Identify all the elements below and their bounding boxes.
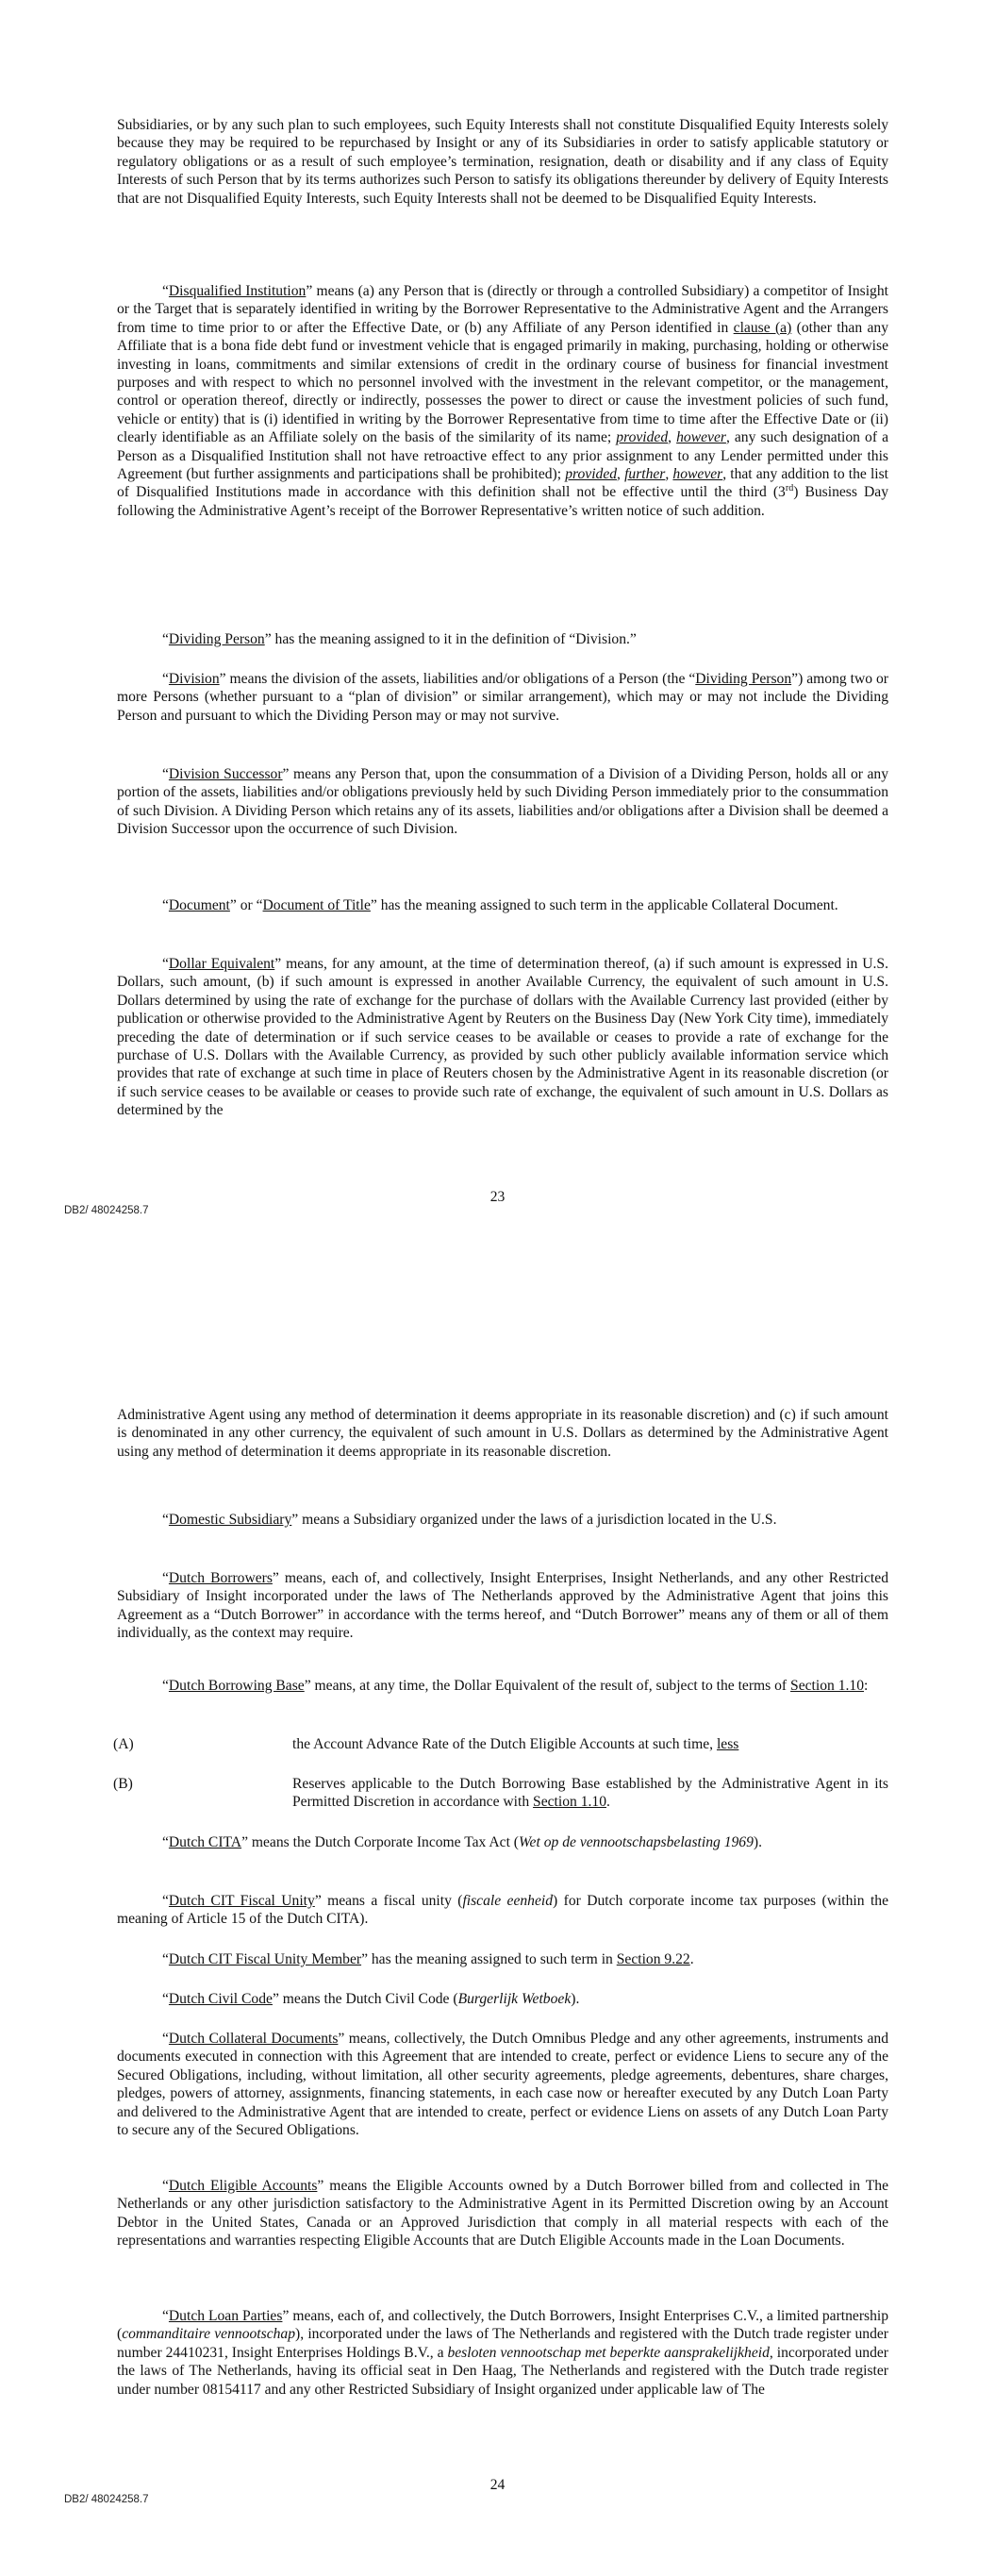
definition-dividing-person: “Dividing Person” has the meaning assigned to it in the definition of “Division.” bbox=[162, 631, 637, 647]
definition-dutch-cit-fiscal-unity-member: “Dutch CIT Fiscal Unity Member” has the meaning assigned to such term in Section 9.22. bbox=[162, 1951, 694, 1967]
definition-document: “Document” or “Document of Title” has the meaning assigned to such term in the applicable Collateral Document. bbox=[162, 897, 838, 913]
definition-dutch-eligible-accounts: “Dutch Eligible Accounts” means the Eligible Accounts owned by a Dutch Borrower billed from and collected in The Netherlands or any other jurisdiction satisfactory to the Administrative Agent in its Permitted Discretion owing by an Account Debtor in the United States, Canada or an Approved Jurisdiction that comply in all material respects with each of the representations and warranties respecting Eligible Accounts that are Dutch Eligible Accounts made in the Loan Documents. bbox=[117, 2178, 888, 2250]
page-number: 23 bbox=[489, 1189, 506, 1205]
definition-dutch-cit-fiscal-unity: “Dutch CIT Fiscal Unity” means a fiscal unity (fiscale eenheid) for Dutch corporate income tax purposes (within the meaning of Article 15 of the Dutch CITA). bbox=[117, 1893, 888, 1928]
definition-dutch-borrowers: “Dutch Borrowers” means, each of, and collectively, Insight Enterprises, Insight Netherlands, and any other Restricted Subsidiary of Insight incorporated under the laws of The Netherlands approved by the Administrative Agent that joins this Agreement as a “Dutch Borrower” in accordance with the terms hereof, and “Dutch Borrower” means any of them or all of them individually, as the context may require. bbox=[117, 1570, 888, 1642]
page-number: 24 bbox=[489, 2477, 506, 2493]
borrowing-base-item-a: (A) the Account Advance Rate of the Dutch Eligible Accounts at such time, less bbox=[113, 1736, 739, 1752]
definition-dutch-collateral-documents: “Dutch Collateral Documents” means, collectively, the Dutch Omnibus Pledge and any other agreements, instruments and documents executed in connection with this Agreement that are intended to create, perfect or evidence Liens to secure any of the Secured Obligations, including, without limitation, all other security agreements, pledge agreements, debentures, share charges, pledges, powers of attorney, assignments, financing statements, in each case now or hereafter executed by any Dutch Loan Party and delivered to the Administrative Agent that are intended to create, perfect or evidence Liens on assets of any Dutch Loan Party to secure any of the Secured Obligations. bbox=[117, 2031, 888, 2139]
definition-domestic-subsidiary: “Domestic Subsidiary” means a Subsidiary organized under the laws of a jurisdiction located in the U.S. bbox=[162, 1512, 777, 1528]
definition-dutch-civil-code: “Dutch Civil Code” means the Dutch Civil Code (Burgerlijk Wetboek). bbox=[162, 1991, 580, 2007]
paragraph-dollar-equivalent-continued: Administrative Agent using any method of determination it deems appropriate in its reasonable discretion) and (c) if such amount is denominated in any other currency, the equivalent of such amount in U.S. Dollars as determined by the Administrative Agent using any method of determination it deems appropriate in its reasonable discretion. bbox=[117, 1407, 888, 1460]
definition-disqualified-institution: “Disqualified Institution” means (a) any Person that is (directly or through a controlled Subsidiary) a competitor of Insight or the Target that is separately identified in writing by the Borrower Representative to the Administrative Agent and the Arrangers from time to time prior to or after the Effective Date, or (b) any Affiliate of any Person identified in clause (a) (other than any Affiliate that is a bona fide debt fund or investment vehicle that is engaged primarily in making, purchasing, holding or otherwise investing in loans, commitments and similar extensions of credit in the ordinary course of business for financial investment purposes and with respect to which no personnel involved with the investment in the relevant competitor, or the management, control or operation thereof, directly or indirectly, possesses the power to direct or cause the investment policies of such fund, vehicle or entity) that is (i) identified in writing by the Borrower Representative from time to time after the Effective Date or (ii) clearly identifiable as an Affiliate solely on the basis of the similarity of its name; provided, however, any such designation of a Person as a Disqualified Institution shall not have retroactive effect to any prior assignment to any Lender permitted under this Agreement (but further assignments and participations shall be prohibited); provided, further, however, that any addition to the list of Disqualified Institutions made in accordance with this definition shall not be effective until the third (3rd) Business Day following the Administrative Agent’s receipt of the Borrower Representative’s written notice of such addition. bbox=[117, 283, 889, 519]
paragraph-equity-interests-continued: Subsidiaries, or by any such plan to such employees, such Equity Interests shall not constitute Disqualified Equity Interests solely because they may be required to be repurchased by Insight or any of its Subsidiaries in order to satisfy applicable statutory or regulatory obligations or as a result of such employee’s termination, resignation, death or disability and if any class of Equity Interests of such Person that by its terms authorizes such Person to satisfy its obligations thereunder by delivery of Equity Interests that are not Disqualified Equity Interests, such Equity Interests shall not be deemed to be Disqualified Equity Interests. bbox=[117, 117, 888, 207]
definition-dutch-loan-parties: “Dutch Loan Parties” means, each of, and collectively, the Dutch Borrowers, Insight Enterprises C.V., a limited partnership (commanditaire vennootschap), incorporated under the laws of The Netherlands and registered with the Dutch trade register under number 24410231, Insight Enterprises Holdings B.V., a besloten vennootschap met beperkte aansprakelijkheid, incorporated under the laws of The Netherlands, having its official seat in Den Haag, The Netherlands and registered with the Dutch trade register under number 08154117 and any other Restricted Subsidiary of Insight organized under applicable law of The bbox=[117, 2308, 889, 2398]
document-id: DB2/ 48024258.7 bbox=[64, 2494, 149, 2505]
definition-dollar-equivalent: “Dollar Equivalent” means, for any amount, at the time of determination thereof, (a) if such amount is expressed in U.S. Dollars, such amount, (b) if such amount is expressed in another Available Currency, the equivalent of such amount in U.S. Dollars determined by using the rate of exchange for the purchase of dollars with the Available Currency last provided (either by publication or otherwise provided to the Administrative Agent by Reuters on the Business Day (New York City time), immediately preceding the date of determination or if such service ceases to be available or ceases to provide a rate of exchange for the purchase of U.S. Dollars with the Available Currency, as provided by such other publicly available information service which provides that rate of exchange at such time in place of Reuters chosen by the Administrative Agent in its reasonable discretion (or if such service ceases to be available or ceases to provide such rate of exchange, the equivalent of such amount in U.S. Dollars as determined by the bbox=[117, 956, 888, 1119]
definition-dutch-borrowing-base: “Dutch Borrowing Base” means, at any time, the Dollar Equivalent of the result of, subject to the terms of Section 1.10: bbox=[162, 1678, 869, 1694]
definition-dutch-cita: “Dutch CITA” means the Dutch Corporate Income Tax Act (Wet op de vennootschapsbelasting 1969). bbox=[162, 1834, 762, 1850]
definition-division-successor: “Division Successor” means any Person that, upon the consummation of a Division of a Dividing Person, holds all or any portion of the assets, liabilities and/or obligations previously held by such Dividing Person immediately prior to the consummation of such Division. A Dividing Person which retains any of its assets, liabilities and/or obligations after a Division shall be deemed a Division Successor upon the occurrence of such Division. bbox=[117, 766, 888, 838]
definition-division: “Division” means the division of the assets, liabilities and/or obligations of a Person (the “Dividing Person”) among two or more Persons (whether pursuant to a “plan of division” or similar arrangement), which may or may not include the Dividing Person and pursuant to which the Dividing Person may or may not survive. bbox=[117, 671, 888, 724]
borrowing-base-item-b: (B) Reserves applicable to the Dutch Borrowing Base established by the Administrative Agent in its Permitted Discretion in accordance with Section 1.10. bbox=[113, 1776, 888, 1811]
term-disqualified-institution: Disqualified Institution bbox=[168, 283, 307, 299]
page-24 bbox=[0, 1288, 995, 2576]
document-id: DB2/ 48024258.7 bbox=[64, 1205, 149, 1216]
